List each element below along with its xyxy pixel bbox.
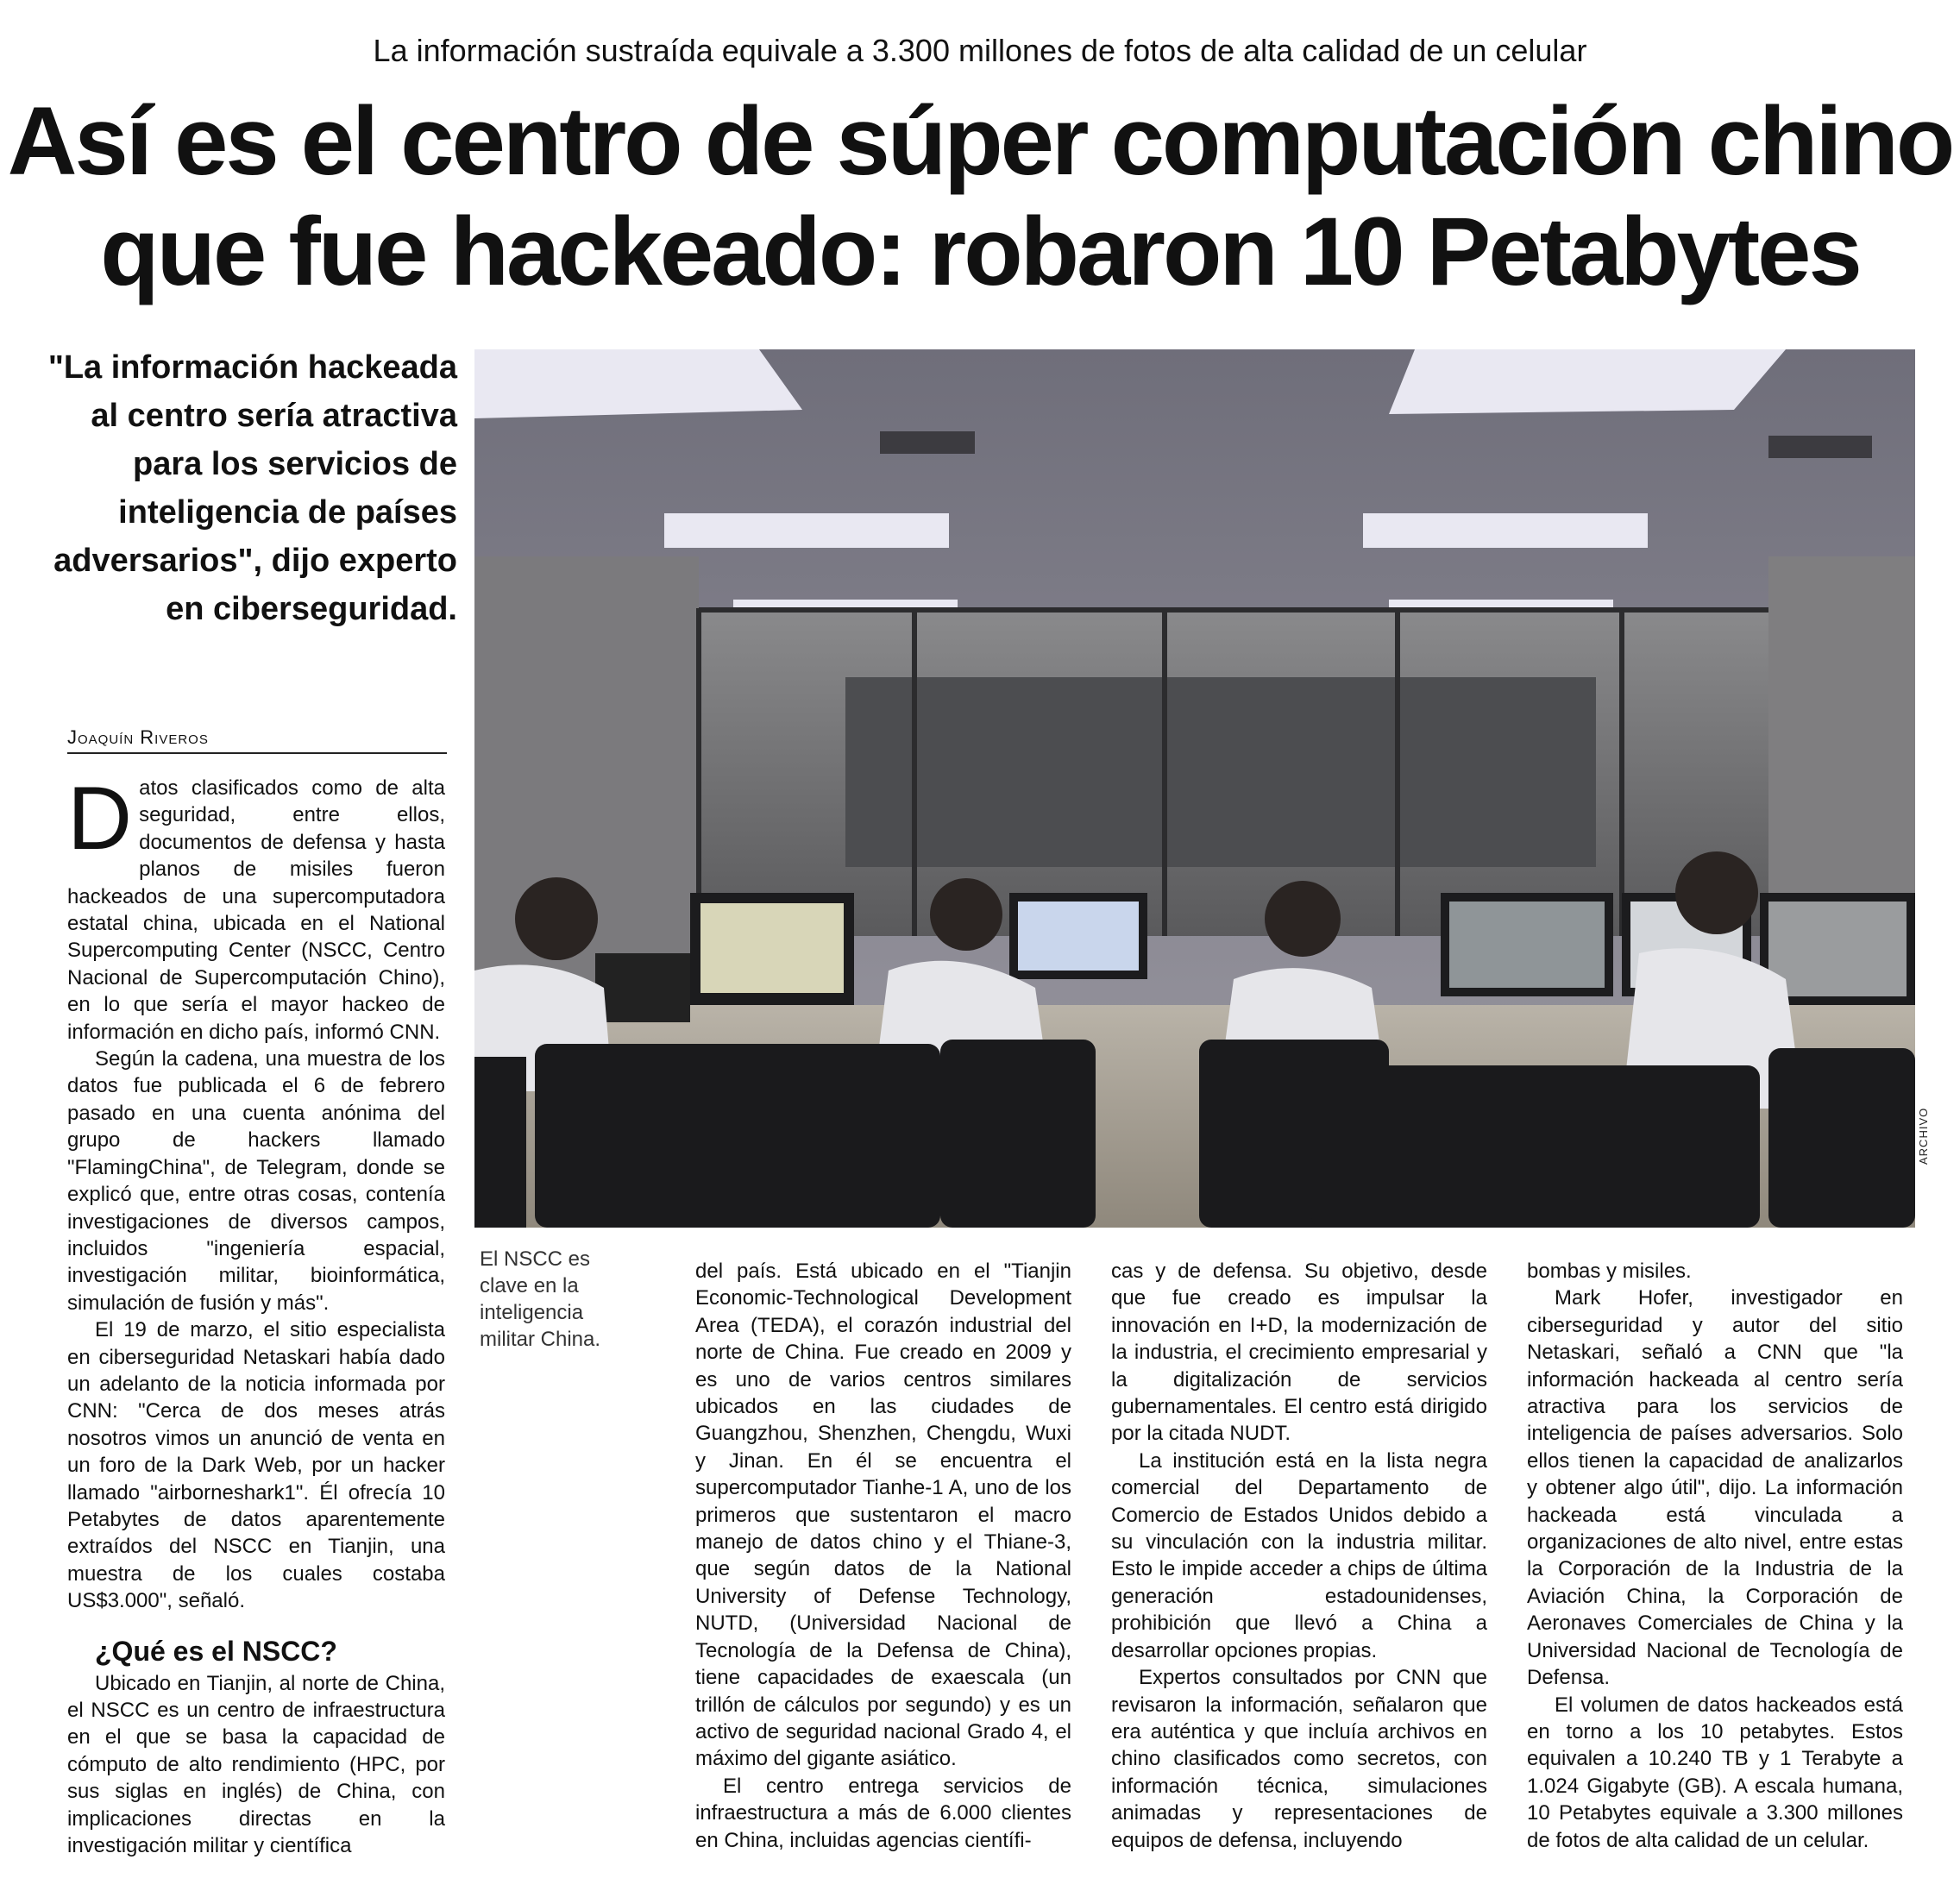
headline bbox=[0, 86, 1960, 307]
article-column-4 bbox=[1527, 1258, 1903, 1854]
article-paragraph: La institución está en la lista negra comercial del Departamento de Comercio de Estados Unidos debido a su vinculación con la industria militar. Esto le impide acceder a chips de última generación estadounidenses, prohibición que llevó a China a desarrollar opciones propias. bbox=[1111, 1448, 1487, 1662]
article-paragraph: del país. Está ubicado en el "Tianjin Economic-Technological Development Area (TEDA), el corazón industrial del norte de China. Fue creado en 2009 y es uno de varios centros similares ubicados en las ciudades de Guangzhou, Shenzhen, Chengdu, Wuxi y Jinan. En él se encuentra el supercomputador Tianhe-1 A, uno de los primeros que sustentaron el macro manejo de datos chino y el Thiane-3, que según datos de la National University of Defense Technology, NUTD, (Universidad Nacional de Tecnología de la Defensa de China), tiene capacidades de exaescala (un trillón de cálculos por segundo) y es un activo de seguridad nacional Grado 4, el máximo del gigante asiático. bbox=[695, 1260, 1071, 1771]
article-paragraph: bombas y misiles. bbox=[1527, 1260, 1692, 1283]
article-paragraph: El 19 de marzo, el sitio especialista en ciberseguridad Netaskari había dado un adelanto de la noticia informada por CNN: "Cerca de dos meses atrás nosotros vimos un anunció de venta en un foro de la Dark Web, por un hacker llamado "airborneshark1". Él ofrecía 10 Petabytes de datos aparentemente extraídos del NSCC en Tianjin, una muestra de los cuales costaba US$3.000", señaló. bbox=[67, 1318, 445, 1613]
article-column-3 bbox=[1111, 1258, 1487, 1854]
article-column-2 bbox=[695, 1258, 1071, 1854]
article-paragraph: Ubicado en Tianjin, al norte de China, el NSCC es un centro de infraestructura en el que se basa la capacidad de cómputo de alto rendimiento (HPC, por sus siglas en inglés) de China, con implicaciones directas en la investigación militar y científica bbox=[67, 1671, 445, 1858]
article-paragraph: Según la cadena, una muestra de los datos fue publicada el 6 de febrero pasado en una cuenta anónima del grupo de hackers llamado "FlamingChina", de Telegram, donde se explicó que, entre otras cosas, contenía investigaciones de diversos campos, incluidos "ingeniería espacial, investigación militar, bioinformática, simulación de fusión y más". bbox=[67, 1047, 445, 1315]
headline-line-2: que fue hackeado: robaron 10 Petabytes bbox=[100, 198, 1860, 305]
kicker: La información sustraída equivale a 3.300 millones de fotos de alta calidad de un celular bbox=[373, 33, 1587, 68]
photo-credit: ARCHIVO bbox=[1917, 1107, 1930, 1165]
article-paragraph: El volumen de datos hackeados está en torno a los 10 petabytes. Estos equivalen a 10.240 TB y 1 Terabyte a 1.024 Gigabyte (GB). A escala humana, 10 Petabytes equivale a 3.300 millones de fotos de alta calidad de un celular. bbox=[1527, 1693, 1903, 1852]
drop-cap: D bbox=[67, 769, 133, 869]
article-paragraph: cas y de defensa. Su objetivo, desde que fue creado es impulsar la innovación en I+D, la modernización de la industria, el crecimiento empresarial y la digitalización de servicios gubernamentales. El centro está dirigido por la citada NUDT. bbox=[1111, 1260, 1487, 1446]
article-paragraph: Expertos consultados por CNN que revisaron la información, señalaron que era auténtica y que incluía archivos en chino clasificados como secretos, con información técnica, simulaciones animadas y representaciones de equipos de defensa, incluyendo bbox=[1111, 1666, 1487, 1852]
article-paragraph: Mark Hofer, investigador en ciberseguridad y autor del sitio Netaskari, señaló a CNN que "la información hackeada al centro sería atractiva para los servicios de inteligencia de países adversarios. Solo ellos tienen la capacidad de analizarlos y obtener algo útil", dijo. La información hackeada está vinculada a organizaciones de alto nivel, entre estas la Corporación de la Industria de la Aviación China, la Corporación de Aeronaves Comerciales de China y la Universidad Nacional de Tecnología de Defensa. bbox=[1527, 1286, 1903, 1690]
pull-quote: "La información hackeada al centro sería atractiva para los servicios de inteligencia de países adversarios", dijo experto en ciberseguridad. bbox=[47, 349, 457, 627]
byline: Joaquín Riveros bbox=[67, 726, 447, 754]
photo-caption: El NSCC es clave en la inteligencia militar China. bbox=[480, 1247, 601, 1351]
headline-line-1: Así es el centro de súper computación chino bbox=[7, 87, 1953, 195]
section-subhead: ¿Qué es el NSCC? bbox=[95, 1635, 337, 1667]
article-column-1 bbox=[67, 769, 445, 1859]
photo-illustration bbox=[474, 349, 1915, 1228]
article-paragraph: Datos clasificados como de alta seguridad, entre ellos, documentos de defensa y hasta planos de misiles fueron hackeados de una supercomputadora estatal china, ubicada en el National Supercomputing Center (NSCC, Centro Nacional de Supercomputación Chino), en lo que sería el mayor hackeo de información en dicho país, informó CNN. bbox=[67, 769, 445, 1044]
control-room-photo bbox=[474, 349, 1915, 1228]
article-paragraph: El centro entrega servicios de infraestructura a más de 6.000 clientes en China, incluidas agencias científi- bbox=[695, 1774, 1071, 1852]
